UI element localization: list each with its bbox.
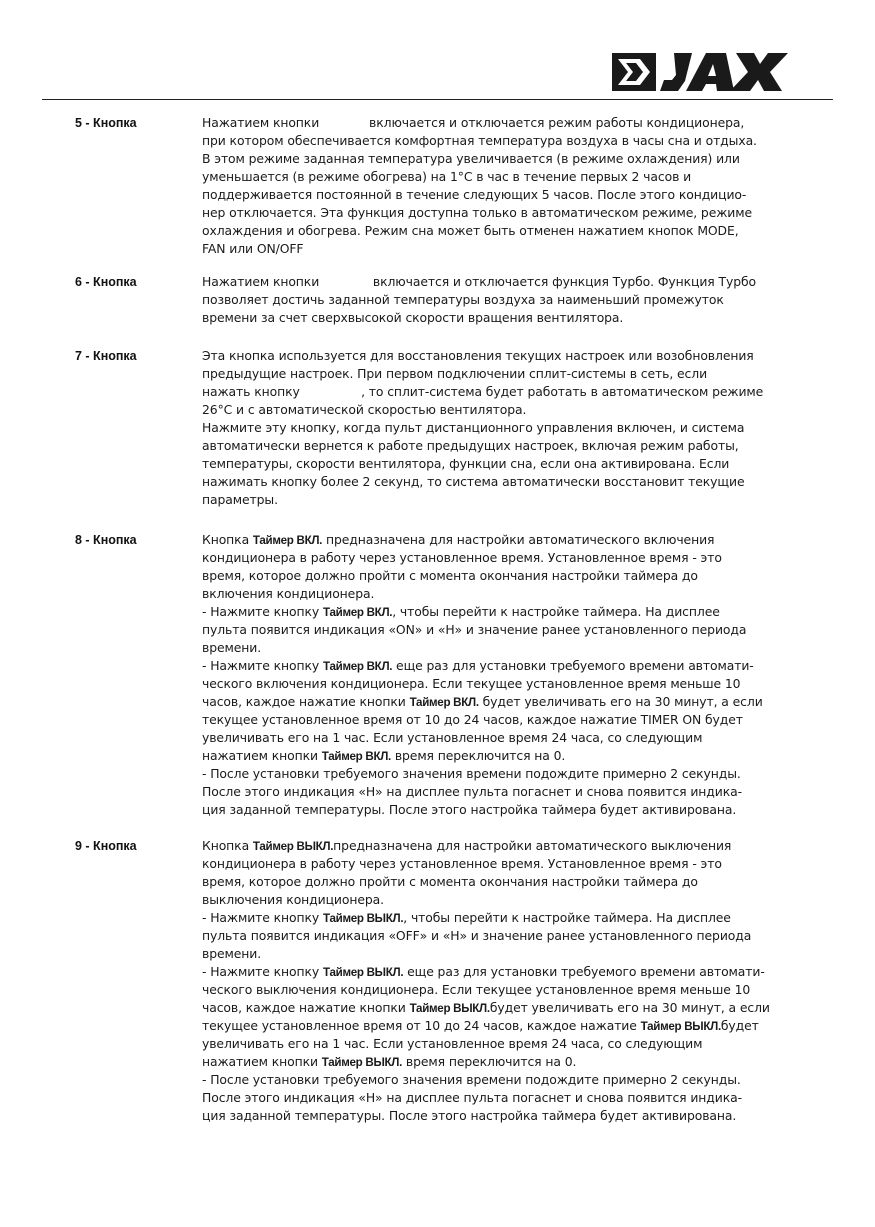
text-line <box>202 675 792 693</box>
text-run: Нажатием кнопки включается и отключается функция Турбо. Функция Турбо <box>202 274 756 289</box>
button-name: Таймер ВЫКЛ. <box>409 1002 490 1015</box>
section-label: 6 - Кнопка <box>75 275 137 289</box>
button-name: Таймер ВКЛ. <box>252 534 323 547</box>
text-line <box>202 186 792 204</box>
text-run: предназначена для настройки автоматического включения <box>322 532 715 547</box>
text-line <box>202 455 792 473</box>
text-run: нажатием кнопки <box>202 748 322 763</box>
text-run: параметры. <box>202 492 278 507</box>
text-line <box>202 1035 792 1053</box>
text-line <box>202 855 792 873</box>
text-run: включения кондиционера. <box>202 586 375 601</box>
text-line <box>202 1017 792 1035</box>
text-run: нажать кнопку , то сплит-система будет работать в автоматическом режиме <box>202 384 764 399</box>
text-run: будет увеличивать его на 30 минут, а если <box>478 694 763 709</box>
button-name: Таймер ВЫКЛ. <box>323 966 404 979</box>
text-run: FAN или ON/OFF <box>202 241 304 256</box>
text-run: предыдущие настроек. При первом подключении сплит-системы в сеть, если <box>202 366 708 381</box>
text-line <box>202 999 792 1017</box>
text-line <box>202 365 792 383</box>
text-run: ческого включения кондиционера. Если текущее установленное время меньше 10 <box>202 676 741 691</box>
section-text <box>202 347 792 509</box>
header-divider <box>42 99 833 100</box>
text-line <box>202 347 792 365</box>
text-line <box>202 222 792 240</box>
text-run: - После установки требуемого значения времени подождите примерно 2 секунды. <box>202 766 741 781</box>
text-run: кондиционера в работу через установленное время. Установленное время - это <box>202 856 722 871</box>
text-line <box>202 273 792 291</box>
text-line <box>202 1089 792 1107</box>
text-run: нер отключается. Эта функция доступна только в автоматическом режиме, режиме <box>202 205 752 220</box>
text-line <box>202 729 792 747</box>
text-line <box>202 603 792 621</box>
text-run: кондиционера в работу через установленное время. Установленное время - это <box>202 550 722 565</box>
text-line <box>202 639 792 657</box>
text-line <box>202 909 792 927</box>
text-line <box>202 383 792 401</box>
text-run: будет <box>720 1018 759 1033</box>
text-run: увеличивать его на 1 час. Если установленное время 24 часа, со следующим <box>202 1036 703 1051</box>
text-line <box>202 657 792 675</box>
section-text <box>202 531 792 819</box>
text-line <box>202 491 792 509</box>
text-run: - Нажмите кнопку <box>202 604 323 619</box>
text-line <box>202 765 792 783</box>
text-line <box>202 981 792 999</box>
text-line <box>202 567 792 585</box>
text-run: - Нажмите кнопку <box>202 964 323 979</box>
text-line <box>202 150 792 168</box>
text-run: - После установки требуемого значения времени подождите примерно 2 секунды. <box>202 1072 741 1087</box>
section-label: 7 - Кнопка <box>75 349 137 363</box>
text-run: охлаждения и обогрева. Режим сна может быть отменен нажатием кнопок MODE, <box>202 223 739 238</box>
text-run: нажатием кнопки <box>202 1054 322 1069</box>
button-name: Таймер ВЫКЛ. <box>321 1056 403 1069</box>
text-run: После этого индикация «Н» на дисплее пульта погаснет и снова появится индика- <box>202 1090 742 1105</box>
text-run: ция заданной температуры. После этого настройка таймера будет активирована. <box>202 1108 737 1123</box>
text-run: предназначена для настройки автоматического выключения <box>333 838 732 853</box>
text-line <box>202 132 792 150</box>
jax-logo <box>612 49 800 95</box>
text-line <box>202 437 792 455</box>
button-name: Таймер ВЫКЛ. <box>252 840 334 853</box>
text-run: уменьшается (в режиме обогрева) на 1°С в час в течение первых 2 часов и <box>202 169 692 184</box>
text-run: , чтобы перейти к настройке таймера. На дисплее <box>403 910 731 925</box>
text-line <box>202 473 792 491</box>
text-run: времени за счет сверхвысокой скорости вращения вентилятора. <box>202 310 624 325</box>
text-run: , чтобы перейти к настройке таймера. На дисплее <box>392 604 720 619</box>
text-run: Нажатием кнопки включается и отключается режим работы кондиционера, <box>202 115 745 130</box>
section-label: 8 - Кнопка <box>75 533 137 547</box>
text-run: ческого выключения кондиционера. Если текущее установленное время меньше 10 <box>202 982 751 997</box>
section-text <box>202 114 792 258</box>
text-run: - Нажмите кнопку <box>202 658 323 673</box>
jax-logo-graphic <box>612 49 800 95</box>
section-label: 9 - Кнопка <box>75 839 137 853</box>
text-run: пульта появится индикация «OFF» и «Н» и значение ранее установленного периода <box>202 928 752 943</box>
text-run: пульта появится индикация «ON» и «Н» и значение ранее установленного периода <box>202 622 747 637</box>
text-run: поддерживается постоянной в течение следующих 5 часов. После этого кондицио- <box>202 187 747 202</box>
text-run: Нажмите эту кнопку, когда пульт дистанционного управления включен, и система <box>202 420 745 435</box>
text-line <box>202 801 792 819</box>
text-run: выключения кондиционера. <box>202 892 384 907</box>
button-name: Таймер ВКЛ. <box>409 696 479 709</box>
text-line <box>202 309 792 327</box>
text-line <box>202 747 792 765</box>
text-line <box>202 837 792 855</box>
section-text <box>202 273 792 327</box>
text-line <box>202 585 792 603</box>
text-run: Кнопка <box>202 532 253 547</box>
text-run: нажимать кнопку более 2 секунд, то система автоматически восстановит текущие <box>202 474 745 489</box>
text-line <box>202 114 792 132</box>
text-run: еще раз для установки требуемого времени автомати- <box>392 658 754 673</box>
text-run: будет увеличивать его на 30 минут, а если <box>489 1000 770 1015</box>
button-name: Таймер ВКЛ. <box>321 750 391 763</box>
text-run: времени. <box>202 640 262 655</box>
text-line <box>202 873 792 891</box>
text-line <box>202 531 792 549</box>
text-line <box>202 1071 792 1089</box>
button-name: Таймер ВКЛ. <box>323 606 393 619</box>
text-line <box>202 783 792 801</box>
text-run: Кнопка <box>202 838 253 853</box>
text-line <box>202 711 792 729</box>
section-text <box>202 837 792 1125</box>
text-line <box>202 204 792 222</box>
text-line <box>202 891 792 909</box>
text-run: Эта кнопка используется для восстановления текущих настроек или возобновления <box>202 348 754 363</box>
text-line <box>202 693 792 711</box>
logo-letters <box>660 53 788 91</box>
button-name: Таймер ВЫКЛ. <box>323 912 404 925</box>
text-line <box>202 419 792 437</box>
text-line <box>202 621 792 639</box>
text-run: текущее установленное время от 10 до 24 часов, каждое нажатие TIMER ON будет <box>202 712 743 727</box>
text-line <box>202 963 792 981</box>
text-run: времени. <box>202 946 262 961</box>
button-name: Таймер ВЫКЛ. <box>640 1020 721 1033</box>
text-line <box>202 240 792 258</box>
text-run: В этом режиме заданная температура увеличивается (в режиме охлаждения) или <box>202 151 740 166</box>
text-run: текущее установленное время от 10 до 24 часов, каждое нажатие <box>202 1018 641 1033</box>
text-run: время переключится на 0. <box>402 1054 577 1069</box>
text-run: позволяет достичь заданной температуры воздуха за наименьший промежуток <box>202 292 724 307</box>
text-run: 26°С и с автоматической скоростью вентилятора. <box>202 402 527 417</box>
text-line <box>202 1107 792 1125</box>
text-run: автоматически вернется к работе предыдущих настроек, включая режим работы, <box>202 438 739 453</box>
button-name: Таймер ВКЛ. <box>323 660 393 673</box>
text-line <box>202 291 792 309</box>
text-run: время переключится на 0. <box>390 748 566 763</box>
text-run: время, которое должно пройти с момента окончания настройки таймера до <box>202 874 698 889</box>
text-run: ция заданной температуры. После этого настройка таймера будет активирована. <box>202 802 737 817</box>
text-line <box>202 945 792 963</box>
text-run: увеличивать его на 1 час. Если установленное время 24 часа, со следующим <box>202 730 703 745</box>
text-line <box>202 168 792 186</box>
text-line <box>202 401 792 419</box>
text-run: После этого индикация «Н» на дисплее пульта погаснет и снова появится индика- <box>202 784 742 799</box>
text-run: температуры, скорости вентилятора, функции сна, если она активирована. Если <box>202 456 730 471</box>
text-line <box>202 927 792 945</box>
text-run: еще раз для установки требуемого времени автомати- <box>403 964 765 979</box>
text-line <box>202 549 792 567</box>
text-line <box>202 1053 792 1071</box>
text-run: часов, каждое нажатие кнопки <box>202 1000 410 1015</box>
text-run: при котором обеспечивается комфортная температура воздуха в часы сна и отдыха. <box>202 133 757 148</box>
section-label: 5 - Кнопка <box>75 116 137 130</box>
text-run: время, которое должно пройти с момента окончания настройки таймера до <box>202 568 698 583</box>
text-run: часов, каждое нажатие кнопки <box>202 694 410 709</box>
text-run: - Нажмите кнопку <box>202 910 323 925</box>
